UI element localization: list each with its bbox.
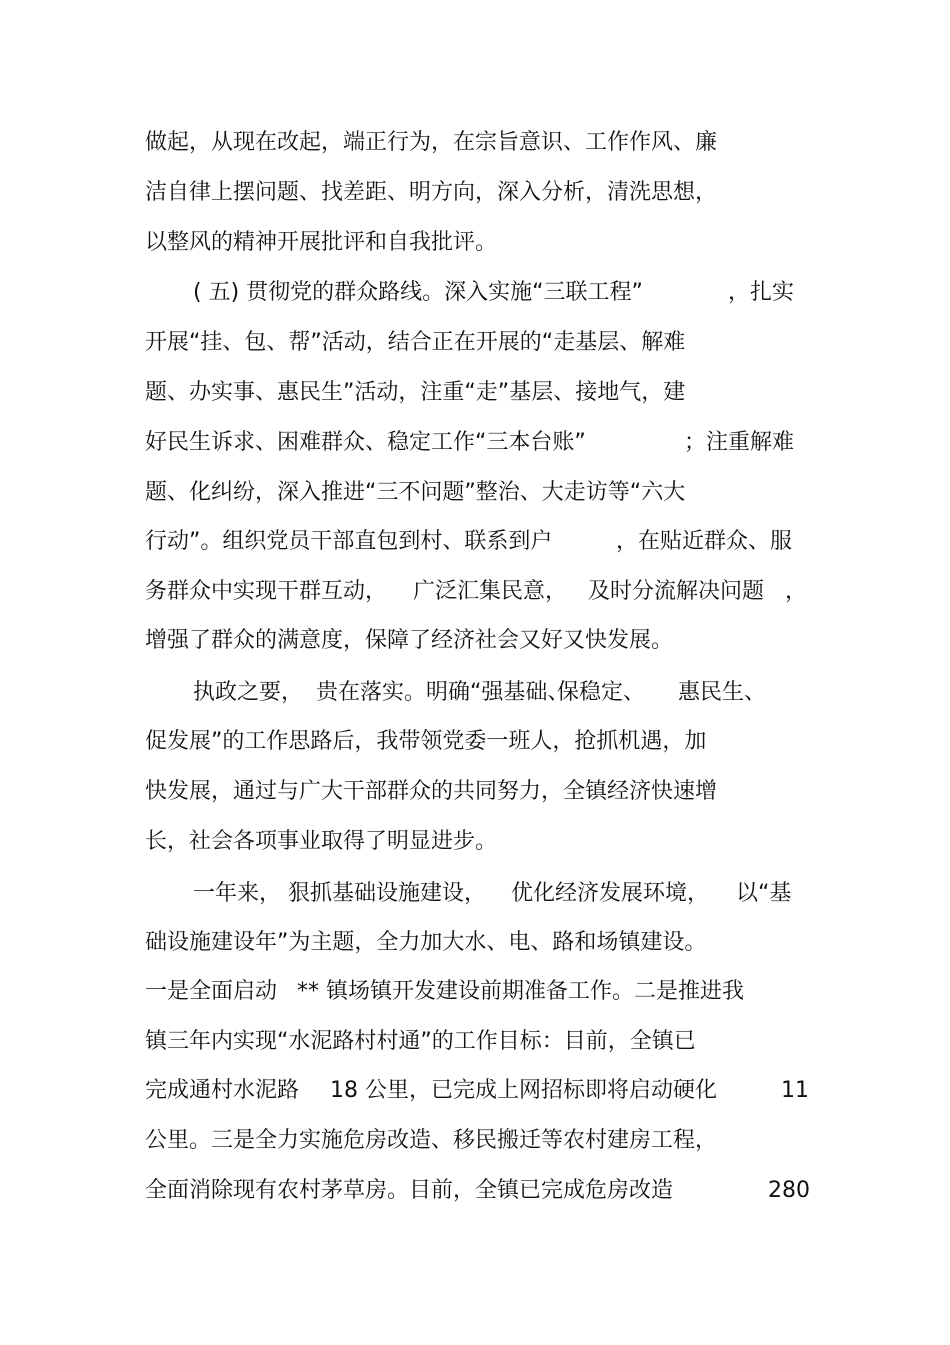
text-line <box>145 624 674 658</box>
text-line <box>145 276 795 310</box>
text-segment: 镇三年内实现“水泥路村村通”的工作目标：目前，全镇已 <box>145 1029 696 1054</box>
text-line <box>145 226 498 260</box>
text-segment: 题、办实事、惠民生”活动，注重“走”基层、接地气，建 <box>145 380 686 405</box>
text-segment: 务群众中实现干群互动， <box>145 579 388 604</box>
text-segment: ， <box>785 579 808 604</box>
text-segment: 题、化纠纷，深入推进“三不问题”整治、大走访等“六大 <box>145 480 686 505</box>
text-line <box>145 676 767 710</box>
text-segment: 一年来， <box>193 881 282 906</box>
text-line <box>145 476 686 510</box>
text-segment: 一是全面启动 <box>145 979 278 1004</box>
text-segment: 长，社会各项事业取得了明显进步。 <box>145 829 498 854</box>
text-segment: 惠民生、 <box>678 680 767 705</box>
text-line <box>145 975 744 1009</box>
text-segment: 狠抓基础设施建设， <box>288 881 487 906</box>
text-segment: 广泛汇集民意， <box>413 579 568 604</box>
text-segment: ，在贴近群众、服 <box>616 529 793 554</box>
text-segment: 洁自律上摆问题、找差距、明方向，深入分析，清洗思想， <box>145 180 718 205</box>
text-line <box>145 926 707 960</box>
text-segment: 以“基 <box>736 881 792 906</box>
text-line <box>145 376 686 410</box>
text-line <box>145 176 718 210</box>
text-segment: 促发展”的工作思路后，我带领党委一班人，抢抓机遇，加 <box>145 729 707 754</box>
text-line <box>145 575 808 609</box>
text-segment: 行动”。组织党员干部直包到村、联系到户 <box>145 529 553 554</box>
text-segment: 保稳定、 <box>557 680 646 705</box>
text-segment: 增强了群众的满意度，保障了经济社会又好又快发展。 <box>145 628 674 653</box>
text-segment: 础设施建设年”为主题，全力加大水、电、路和场镇建设。 <box>145 930 707 955</box>
text-segment: 开展“挂、包、帮”活动，结合正在开展的“走基层、解难 <box>145 330 686 355</box>
text-line <box>145 126 718 160</box>
text-segment: 完成通村水泥路 <box>145 1078 300 1103</box>
text-segment: ；注重解难 <box>684 430 795 455</box>
text-segment: 快发展，通过与广大干部群众的共同努力，全镇经济快速增 <box>145 779 718 804</box>
text-segment: ( 五) 贯彻党的群众路线。深入实施“三联工程” <box>193 280 643 305</box>
text-line <box>145 725 707 759</box>
text-segment: 公里。三是全力实施危房改造、移民搬迁等农村建房工程， <box>145 1128 718 1153</box>
text-segment: 贵在落实。明确“强基础、 <box>316 680 570 705</box>
text-segment: 11 <box>781 1078 809 1103</box>
text-line <box>145 775 718 809</box>
text-line <box>145 1124 718 1158</box>
text-segment: 以整风的精神开展批评和自我批评。 <box>145 230 498 255</box>
text-segment: 全面消除现有农村茅草房。目前，全镇已完成危房改造 <box>145 1178 674 1203</box>
text-segment: 及时分流解决问题 <box>588 579 765 604</box>
text-line <box>145 426 795 460</box>
text-line <box>145 326 686 360</box>
text-line <box>145 525 793 559</box>
text-segment: 执政之要， <box>193 680 304 705</box>
text-line <box>145 1174 810 1208</box>
text-segment: 好民生诉求、困难群众、稳定工作“三本台账” <box>145 430 586 455</box>
text-segment: 做起，从现在改起，端正行为，在宗旨意识、工作作风、廉 <box>145 130 718 155</box>
text-segment: ** 镇场镇开发建设前期准备工作。二是推进我 <box>297 979 744 1004</box>
text-segment: 优化经济发展环境， <box>511 881 710 906</box>
text-segment: 18 公里，已完成上网招标即将启动硬化 <box>330 1078 717 1103</box>
text-line <box>145 1025 696 1059</box>
text-segment: 280 <box>768 1178 810 1203</box>
text-line <box>145 825 498 859</box>
text-line <box>145 1074 809 1108</box>
text-segment: ，扎实 <box>728 280 795 305</box>
text-line <box>145 877 792 911</box>
